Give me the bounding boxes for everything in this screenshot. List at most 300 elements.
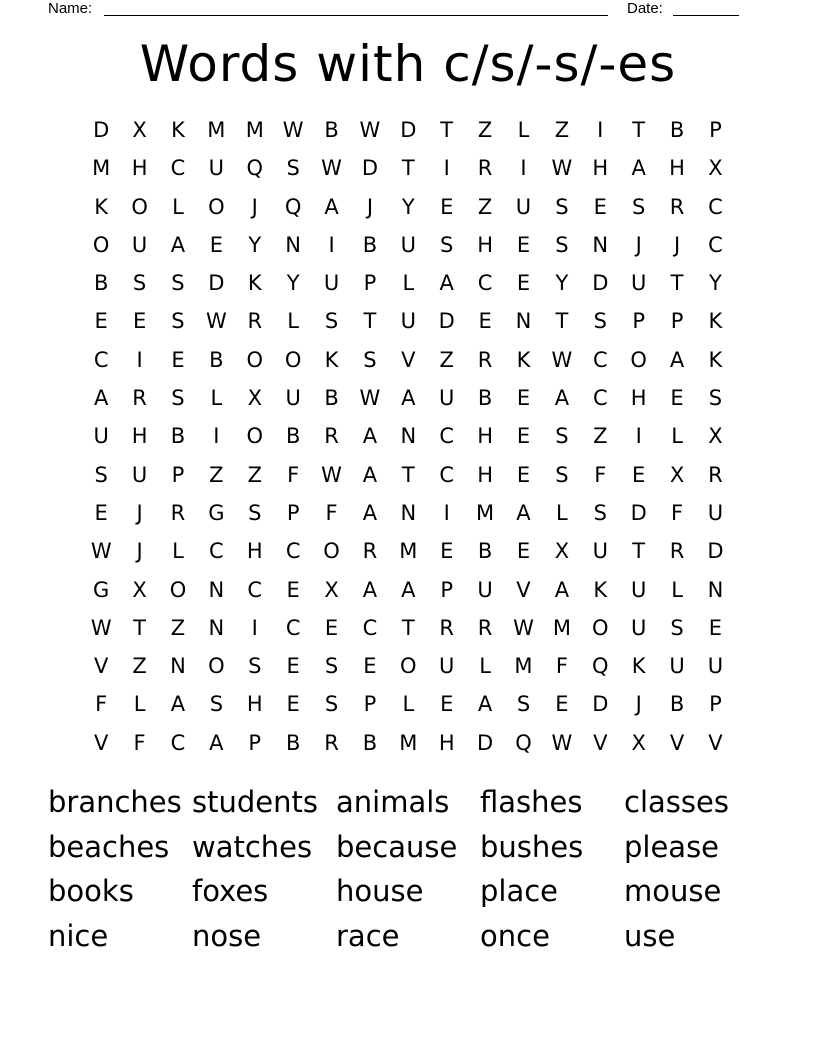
grid-letter: I [597, 118, 604, 142]
grid-letter: B [285, 730, 301, 755]
grid-letter: F [594, 462, 607, 487]
grid-letter: E [209, 232, 223, 257]
grid-letter: Y [709, 271, 722, 296]
word-list-item: nose [192, 918, 262, 953]
grid-letter: K [171, 118, 185, 142]
grid-letter: T [632, 118, 646, 142]
name-blank-line [104, 15, 608, 16]
grid-letter: W [551, 347, 573, 372]
grid-letter: S [555, 424, 569, 449]
grid-letter: F [555, 654, 568, 679]
grid-letter: S [593, 500, 607, 525]
word-list-item: mouse [624, 874, 722, 908]
grid-letter: A [362, 462, 378, 487]
grid-letter: E [632, 462, 646, 487]
grid-letter: M [552, 615, 571, 640]
grid-letter: J [366, 194, 374, 219]
grid-letter: H [477, 232, 493, 257]
grid-letter: L [556, 500, 568, 525]
grid-letter: A [362, 577, 378, 602]
grid-letter: S [516, 692, 531, 717]
grid-letter: V [94, 654, 109, 679]
date-label: Date: [627, 0, 663, 17]
grid-letter: H [630, 386, 647, 411]
grid-letter: U [208, 156, 225, 181]
grid-letter: V [516, 577, 531, 602]
grid-letter: P [632, 309, 645, 334]
grid-letter: H [131, 156, 148, 181]
grid-letter: E [286, 654, 300, 679]
grid-letter: T [363, 309, 377, 334]
grid-letter: O [208, 194, 225, 219]
grid-letter: S [324, 692, 339, 717]
grid-letter: N [592, 232, 609, 257]
grid-letter: R [669, 539, 685, 564]
word-list-item: animals [336, 785, 450, 819]
grid-letter: B [93, 271, 109, 296]
grid-letter: E [324, 615, 339, 640]
grid-letter: M [399, 539, 418, 564]
grid-letter: E [171, 347, 185, 372]
grid-letter: S [94, 462, 108, 487]
grid-letter: D [438, 309, 455, 334]
grid-letter: S [670, 615, 684, 640]
grid-letter: U [131, 462, 148, 487]
grid-letter: R [362, 539, 378, 564]
word-list-item: once [480, 918, 550, 953]
grid-letter: T [401, 615, 415, 640]
grid-letter: C [285, 615, 301, 640]
grid-letter: E [286, 692, 300, 717]
grid-letter: L [172, 539, 184, 564]
grid-letter: E [440, 539, 454, 564]
grid-letter: E [132, 309, 147, 334]
grid-letter: W [282, 118, 304, 142]
grid-letter: B [170, 424, 186, 449]
grid-letter: L [210, 386, 223, 411]
grid-letter: S [555, 462, 569, 487]
grid-letter: U [93, 424, 109, 449]
grid-letter: E [555, 692, 569, 717]
grid-letter: Z [477, 194, 493, 219]
grid-letter: E [516, 271, 531, 296]
grid-letter: R [708, 462, 723, 487]
grid-letter: C [592, 347, 608, 372]
grid-letter: R [247, 309, 263, 334]
word-list-item: bushes [480, 829, 584, 864]
grid-letter: E [516, 462, 531, 487]
grid-letter: Q [246, 156, 264, 181]
grid-letter: A [554, 577, 570, 602]
grid-letter: F [95, 692, 108, 717]
grid-letter: T [401, 156, 415, 181]
letter-grid [82, 111, 735, 762]
grid-letter: S [555, 232, 569, 257]
grid-letter: U [630, 615, 647, 640]
grid-letter: M [207, 118, 226, 142]
grid-letter: Z [170, 615, 186, 640]
grid-letter: S [555, 194, 569, 219]
grid-letter: A [631, 156, 646, 181]
grid-letter: F [671, 500, 684, 525]
grid-letter: P [670, 309, 684, 334]
grid-letter: C [170, 156, 186, 181]
grid-letter: K [247, 271, 262, 296]
grid-letter: O [92, 232, 110, 257]
grid-letter: R [132, 386, 147, 411]
grid-letter: U [707, 500, 724, 525]
grid-letter: S [324, 654, 339, 679]
grid-letter: L [479, 654, 491, 679]
grid-letter: B [285, 424, 301, 449]
grid-letter: H [246, 692, 263, 717]
grid-letter: Z [593, 424, 608, 449]
grid-letter: C [209, 539, 224, 564]
grid-letter: Y [248, 232, 262, 257]
grid-letter: H [477, 424, 493, 449]
grid-letter: Z [554, 118, 570, 142]
grid-letter: E [593, 194, 607, 219]
grid-letter: U [669, 654, 685, 679]
grid-letter: T [670, 271, 684, 296]
grid-letter: U [131, 232, 148, 257]
grid-letter: U [630, 577, 647, 602]
grid-letter: O [284, 347, 302, 372]
grid-letter: F [325, 500, 338, 525]
grid-letter: R [324, 424, 339, 449]
grid-letter: C [247, 577, 263, 602]
grid-letter: R [170, 500, 186, 525]
grid-letter: H [477, 462, 493, 487]
grid-letter: C [93, 347, 109, 372]
grid-letter: W [551, 156, 573, 181]
grid-letter: X [631, 730, 646, 755]
word-list-item: branches [48, 785, 182, 819]
grid-letter: X [554, 539, 570, 564]
grid-letter: E [94, 309, 108, 334]
word-list-item: beaches [48, 829, 170, 864]
grid-letter: I [213, 424, 220, 449]
name-label: Name: [48, 0, 93, 17]
grid-letter: S [631, 194, 646, 219]
grid-letter: L [517, 118, 530, 142]
grid-letter: K [708, 347, 723, 372]
grid-letter: U [477, 577, 493, 602]
grid-letter: V [401, 347, 416, 372]
grid-letter: E [670, 386, 684, 411]
grid-letter: J [251, 194, 258, 219]
grid-letter: X [708, 424, 723, 449]
grid-letter: D [361, 156, 379, 181]
grid-letter: O [131, 194, 148, 219]
word-list-item: flashes [480, 785, 583, 819]
grid-letter: P [286, 500, 300, 525]
grid-letter: E [478, 309, 492, 334]
grid-letter: E [516, 424, 531, 449]
grid-letter: M [245, 118, 264, 142]
grid-letter: P [363, 271, 377, 296]
word-list-item: please [624, 829, 720, 864]
grid-letter: S [171, 386, 185, 411]
grid-letter: C [708, 232, 723, 257]
grid-letter: O [630, 347, 647, 372]
grid-letter: W [205, 309, 227, 334]
grid-letter: N [515, 309, 532, 334]
grid-letter: C [477, 271, 493, 296]
grid-letter: A [170, 692, 186, 717]
grid-letter: S [248, 500, 262, 525]
grid-letter: K [593, 577, 608, 602]
grid-letter: U [592, 539, 608, 564]
grid-letter: U [400, 232, 416, 257]
grid-letter: K [708, 309, 723, 334]
grid-letter: X [708, 156, 723, 181]
grid-letter: C [362, 615, 378, 640]
grid-letter: B [362, 232, 378, 257]
grid-letter: T [440, 118, 454, 142]
grid-letter: L [671, 424, 683, 449]
grid-letter: M [514, 654, 533, 679]
grid-letter: S [593, 309, 607, 334]
grid-letter: R [477, 156, 493, 181]
grid-letter: A [94, 386, 109, 411]
grid-letter: P [709, 118, 722, 142]
grid-letter: D [208, 271, 225, 296]
grid-letter: U [439, 386, 455, 411]
grid-letter: A [401, 577, 416, 602]
grid-letter: O [592, 615, 609, 640]
grid-letter: D [707, 539, 724, 564]
grid-letter: R [477, 615, 493, 640]
grid-letter: R [324, 730, 339, 755]
grid-letter: S [171, 271, 185, 296]
grid-letter: O [169, 577, 187, 602]
grid-letter: A [401, 386, 416, 411]
grid-letter: M [476, 500, 495, 525]
grid-letter: H [669, 156, 685, 181]
grid-letter: T [555, 309, 569, 334]
grid-letter: Z [477, 118, 493, 142]
grid-letter: Y [401, 194, 415, 219]
grid-letter: X [669, 462, 685, 487]
grid-letter: R [439, 615, 454, 640]
grid-letter: U [707, 654, 724, 679]
grid-letter: V [708, 730, 723, 755]
grid-letter: X [247, 386, 262, 411]
grid-letter: N [170, 654, 186, 679]
word-list-item: classes [624, 785, 729, 819]
grid-letter: V [593, 730, 608, 755]
grid-letter: O [246, 424, 264, 449]
grid-letter: P [440, 577, 454, 602]
grid-letter: U [400, 309, 416, 334]
grid-letter: I [328, 232, 335, 257]
grid-letter: S [286, 156, 300, 181]
grid-letter: P [363, 692, 377, 717]
grid-letter: F [287, 462, 300, 487]
page-title: Words with c/s/-s/-es [139, 35, 677, 93]
grid-letter: K [324, 347, 339, 372]
grid-letter: E [516, 539, 531, 564]
grid-letter: D [400, 118, 417, 142]
grid-letter: L [287, 309, 299, 334]
grid-letter: C [439, 424, 455, 449]
grid-letter: T [401, 462, 415, 487]
grid-letter: N [208, 577, 225, 602]
grid-letter: X [132, 118, 147, 142]
grid-letter: Y [555, 271, 569, 296]
grid-letter: S [363, 347, 377, 372]
grid-letter: B [669, 692, 685, 717]
grid-letter: E [708, 615, 723, 640]
grid-letter: B [477, 386, 493, 411]
grid-letter: F [133, 730, 146, 755]
grid-letter: R [669, 194, 685, 219]
grid-letter: H [592, 156, 609, 181]
grid-letter: U [439, 654, 455, 679]
word-list-item: place [480, 874, 559, 908]
grid-letter: B [669, 118, 685, 142]
grid-letter: K [94, 194, 109, 219]
grid-letter: L [402, 692, 415, 717]
grid-letter: X [324, 577, 339, 602]
grid-letter: J [673, 232, 681, 257]
grid-letter: A [554, 386, 570, 411]
grid-letter: S [708, 386, 723, 411]
grid-letter: P [248, 730, 262, 755]
grid-letter: X [132, 577, 147, 602]
grid-letter: L [671, 577, 683, 602]
grid-letter: C [285, 539, 301, 564]
word-list-item: students [192, 785, 318, 819]
grid-letter: W [321, 462, 342, 487]
grid-letter: E [516, 386, 531, 411]
grid-letter: A [170, 232, 186, 257]
grid-letter: W [551, 730, 573, 755]
grid-letter: D [592, 271, 609, 296]
grid-letter: D [477, 730, 494, 755]
grid-letter: E [286, 577, 300, 602]
grid-letter: A [324, 194, 339, 219]
grid-letter: M [399, 730, 418, 755]
grid-letter: Z [209, 462, 224, 487]
word-list-item: watches [192, 829, 313, 864]
grid-letter: O [246, 347, 264, 372]
grid-letter: A [477, 692, 493, 717]
grid-letter: A [209, 730, 224, 755]
word-list-item: books [48, 874, 134, 908]
grid-letter: W [90, 539, 112, 564]
grid-letter: E [94, 500, 108, 525]
word-list-item: nice [48, 918, 109, 953]
grid-letter: N [400, 500, 417, 525]
grid-letter: E [516, 232, 531, 257]
grid-letter: S [324, 309, 339, 334]
grid-letter: W [321, 156, 342, 181]
grid-letter: E [363, 654, 377, 679]
grid-letter: Z [439, 347, 454, 372]
grid-letter: A [362, 424, 378, 449]
grid-letter: J [635, 692, 642, 717]
grid-letter: U [630, 271, 647, 296]
grid-letter: N [208, 615, 225, 640]
grid-letter: K [516, 347, 531, 372]
word-list-item: foxes [192, 874, 269, 908]
grid-letter: V [669, 730, 685, 755]
grid-letter: N [707, 577, 724, 602]
word-list-item: because [336, 829, 458, 864]
grid-letter: A [362, 500, 378, 525]
grid-letter: C [439, 462, 455, 487]
grid-letter: I [443, 500, 450, 525]
grid-letter: P [171, 462, 185, 487]
grid-letter: U [323, 271, 340, 296]
grid-letter: Q [515, 730, 532, 755]
word-list-item: use [624, 918, 676, 953]
grid-letter: B [324, 386, 339, 411]
grid-letter: B [324, 118, 339, 142]
grid-letter: U [285, 386, 301, 411]
grid-letter: L [402, 271, 415, 296]
grid-letter: E [440, 692, 454, 717]
grid-letter: D [93, 118, 110, 142]
date-blank-line [673, 15, 739, 16]
grid-letter: T [133, 615, 146, 640]
grid-letter: P [709, 692, 722, 717]
word-list-item: race [336, 918, 400, 953]
grid-letter: R [477, 347, 493, 372]
grid-letter: Y [286, 271, 300, 296]
grid-letter: G [93, 577, 110, 602]
grid-letter: I [443, 156, 450, 181]
grid-letter: A [669, 347, 685, 372]
grid-letter: W [359, 386, 381, 411]
word-list [48, 781, 768, 959]
grid-letter: Z [247, 462, 262, 487]
grid-letter: H [438, 730, 455, 755]
grid-letter: C [592, 386, 608, 411]
grid-letter: D [592, 692, 609, 717]
grid-letter: H [246, 539, 263, 564]
grid-letter: W [90, 615, 112, 640]
grid-letter: B [209, 347, 224, 372]
grid-letter: N [400, 424, 417, 449]
grid-letter: B [362, 730, 378, 755]
grid-letter: U [515, 194, 532, 219]
grid-letter: T [632, 539, 646, 564]
grid-letter: Z [132, 654, 147, 679]
grid-letter: B [477, 539, 493, 564]
header [0, 0, 816, 20]
grid-letter: S [171, 309, 185, 334]
grid-letter: I [251, 615, 258, 640]
grid-letter: J [136, 539, 143, 564]
grid-letter: W [513, 615, 534, 640]
grid-letter: C [708, 194, 723, 219]
grid-letter: I [635, 424, 642, 449]
grid-letter: I [520, 156, 527, 181]
grid-letter: L [133, 692, 146, 717]
grid-letter: Q [592, 654, 609, 679]
grid-letter: S [248, 654, 262, 679]
grid-letter: E [440, 194, 454, 219]
grid-letter: O [208, 654, 225, 679]
grid-letter: M [92, 156, 111, 181]
grid-letter: G [208, 500, 225, 525]
grid-letter: C [170, 730, 186, 755]
grid-letter: O [400, 654, 417, 679]
grid-letter: K [631, 654, 646, 679]
